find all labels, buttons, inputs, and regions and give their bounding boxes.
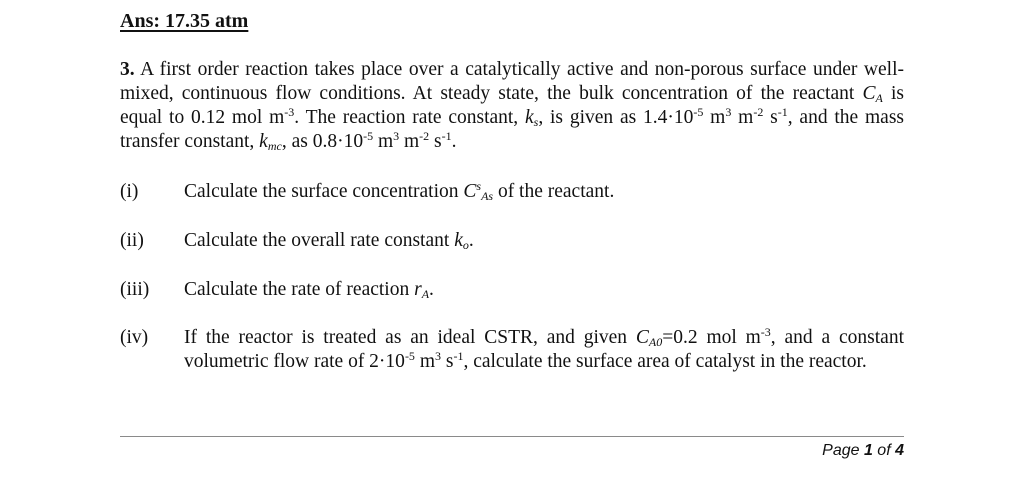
question-3: 3. A first order reaction takes place over a catalytically active and non-porous surface under well-mixed, continuous flow conditions. At steady state, the bulk concentration of the reactant $C_A$ is equal to 0.12 mol $m^{-3}$. The reaction rate constant, $k_s$, is given as $1.4\cdot 10^{-5}$ $m^3$ $m^{-2}$ $s^{-1}$, and the mass transfer constant, $k_{mc}$, as $0.8\cdot 10^{-5}$ $m^3$ $m^{-2}$ $s^{-1}$.	[120, 59, 905, 153]
item-text: If the reactor is treated as an ideal CSTR, and given $C_{A0}=0.2$ mol $m^{-3}$, and a constant volumetric flow rate of $2\cdot 10^{-5}$ $m^3$ $s^{-1}$, calculate the surface area of catalyst in the reactor.	[184, 325, 904, 372]
footer-divider	[120, 436, 904, 437]
item-label: (iv)	[120, 327, 149, 348]
symbol-ko: k	[454, 230, 463, 251]
sub-question-i	[120, 180, 904, 204]
item-label: (iii)	[120, 279, 150, 300]
symbol-ca0: C	[635, 327, 649, 348]
item-label: (ii)	[120, 230, 144, 251]
item-text: Calculate the rate of reaction $r_A$.	[184, 279, 434, 301]
symbol-cas: C	[463, 181, 477, 202]
item-text: Calculate the overall rate constant $k_o$.	[184, 230, 474, 252]
question-number: 3.	[120, 59, 135, 80]
symbol-ra: r	[414, 279, 422, 300]
item-text: Calculate the surface concentration $C^s_{As}$ of the reactant.	[184, 179, 615, 203]
page-footer: Page 1 of 4	[822, 442, 904, 459]
sub-question-ii	[120, 229, 904, 253]
sub-question-iii	[120, 278, 904, 302]
total-pages: 4	[895, 442, 904, 459]
symbol-ca: C	[862, 83, 876, 104]
sub-question-iv	[120, 326, 904, 374]
current-page: 1	[863, 442, 873, 459]
item-label: (i)	[120, 181, 139, 202]
symbol-kmc: k	[259, 131, 268, 152]
symbol-ks: k	[525, 107, 534, 128]
answer-line: Ans: 17.35 atm	[120, 10, 249, 32]
